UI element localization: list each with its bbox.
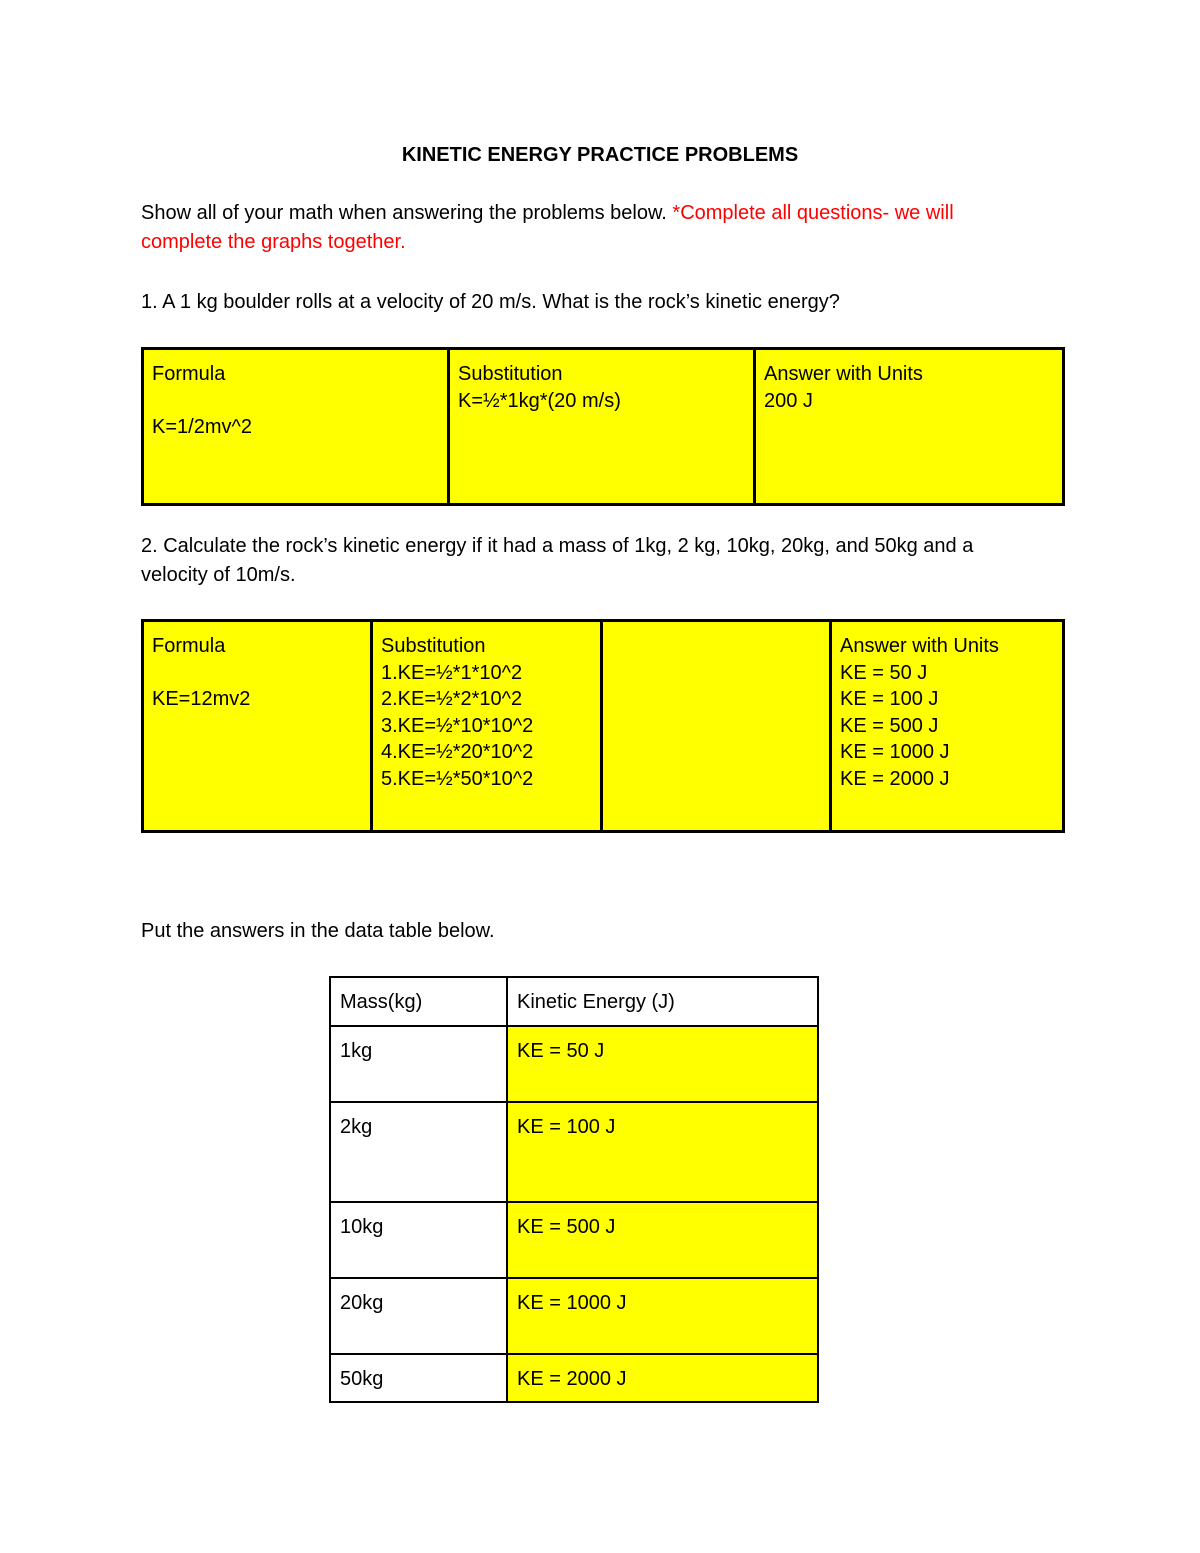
table-row: [330, 1202, 818, 1278]
q2-substitution-item: 1.KE=½*1*10^2: [381, 661, 523, 684]
q2-substitution-item: 5.KE=½*50*10^2: [381, 767, 534, 790]
data-table: [329, 976, 819, 1403]
q1-answer: 200 J: [764, 389, 813, 412]
q1-formula-label: Formula: [152, 363, 226, 385]
question-2-table: [141, 619, 1065, 833]
q2-answer-item: KE = 50 J: [840, 661, 928, 684]
intro-red-note-line1: *Complete all questions- we will: [672, 202, 954, 224]
q2-answer-item: KE = 1000 J: [840, 741, 950, 763]
q2-empty-cell: [602, 621, 831, 832]
ke-column-header: Kinetic Energy (J): [507, 977, 818, 1026]
ke-cell: KE = 2000 J: [507, 1354, 818, 1402]
question-2-prompt-line2: velocity of 10m/s.: [141, 564, 296, 586]
q2-answer-item: KE = 500 J: [840, 714, 939, 737]
intro-red-note-line2: complete the graphs together.: [141, 231, 406, 253]
ke-cell: KE = 100 J: [507, 1102, 818, 1202]
intro-instructions: [141, 199, 954, 228]
q2-answer-cell: [831, 621, 1064, 832]
q2-answer-item: KE = 100 J: [840, 688, 939, 710]
q2-substitution-item: 2.KE=½*2*10^2: [381, 688, 523, 710]
mass-column-header: Mass(kg): [330, 977, 507, 1026]
data-table-header-row: [330, 977, 818, 1026]
q2-answer-item: KE = 2000 J: [840, 767, 950, 790]
data-table-instruction: Put the answers in the data table below.: [141, 920, 495, 942]
question-2-prompt-line1: 2. Calculate the rock’s kinetic energy if it had a mass of 1kg, 2 kg, 10kg, 20kg, and 50kg and a: [141, 535, 974, 557]
intro-text: Show all of your math when answering the problems below.: [141, 202, 667, 224]
q2-substitution-label: Substitution: [381, 635, 486, 657]
ke-cell: KE = 500 J: [507, 1202, 818, 1278]
mass-cell: 50kg: [330, 1354, 507, 1402]
table-row: [330, 1026, 818, 1102]
q1-formula: K=1/2mv^2: [152, 416, 252, 438]
ke-cell: KE = 50 J: [507, 1026, 818, 1102]
q2-answer-label: Answer with Units: [840, 635, 999, 657]
q2-substitution-cell: [372, 621, 602, 832]
q2-formula-label: Formula: [152, 635, 226, 657]
q1-substitution-cell: [449, 349, 755, 505]
q1-substitution-label: Substitution: [458, 363, 563, 385]
q1-formula-cell: [143, 349, 449, 505]
q1-answer-cell: [755, 349, 1064, 505]
mass-cell: 1kg: [330, 1026, 507, 1102]
question-1-prompt: 1. A 1 kg boulder rolls at a velocity of 20 m/s. What is the rock’s kinetic energy?: [141, 291, 840, 313]
mass-cell: 10kg: [330, 1202, 507, 1278]
mass-cell: 20kg: [330, 1278, 507, 1354]
table-row: [330, 1102, 818, 1202]
question-1-table: [141, 347, 1065, 506]
page-title: KINETIC ENERGY PRACTICE PROBLEMS: [401, 144, 799, 166]
table-row: [330, 1278, 818, 1354]
q1-substitution: K=½*1kg*(20 m/s): [458, 389, 621, 412]
mass-cell: 2kg: [330, 1102, 507, 1202]
ke-cell: KE = 1000 J: [507, 1278, 818, 1354]
q2-formula: KE=12mv2: [152, 688, 251, 710]
q2-substitution-item: 4.KE=½*20*10^2: [381, 741, 534, 763]
table-row: [330, 1354, 818, 1402]
q1-answer-label: Answer with Units: [764, 363, 923, 385]
q2-substitution-item: 3.KE=½*10*10^2: [381, 714, 534, 737]
q2-formula-cell: [143, 621, 372, 832]
